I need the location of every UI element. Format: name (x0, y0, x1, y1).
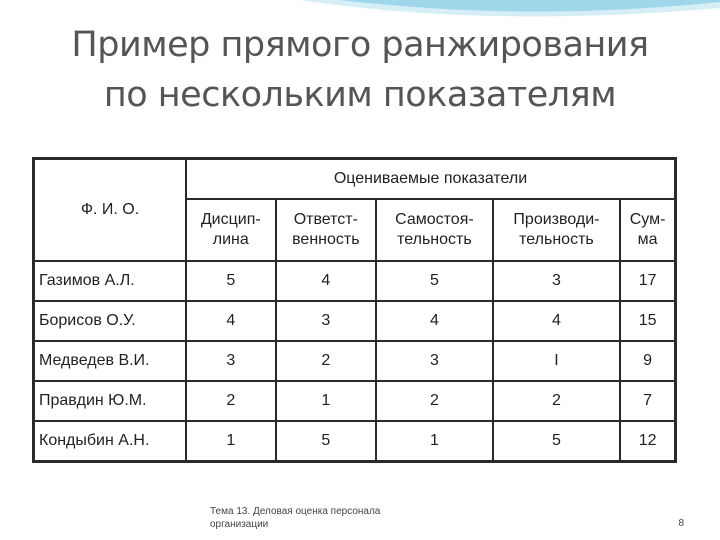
cell-sum: 9 (620, 341, 675, 381)
cell-value: 2 (186, 381, 276, 421)
column-header-independence: Самостоя- тельность (376, 199, 493, 261)
footer-topic-line-2: организации (210, 519, 269, 530)
row-name: Борисов О.У. (34, 301, 187, 341)
cell-value: 5 (376, 261, 493, 301)
footer-topic-line-1: Тема 13. Деловая оценка персонала (210, 506, 381, 517)
column-header-responsibility: Ответст- венность (276, 199, 377, 261)
cell-value: 4 (493, 301, 620, 341)
table-row (34, 381, 676, 421)
fio-header: Ф. И. О. (34, 159, 187, 262)
cell-value: 5 (276, 421, 377, 461)
cell-value: 4 (376, 301, 493, 341)
ranking-table-image (32, 157, 677, 462)
cell-value: 3 (376, 341, 493, 381)
cell-value: 4 (276, 261, 377, 301)
cell-value: 2 (276, 341, 377, 381)
cell-sum: 7 (620, 381, 675, 421)
cell-value: 5 (493, 421, 620, 461)
cell-value: 2 (493, 381, 620, 421)
slide-title-line-2: по нескольким показателям (103, 75, 617, 115)
row-name: Медведев В.И. (34, 341, 187, 381)
column-header-discipline: Дисцип- лина (186, 199, 276, 261)
table-header-row (34, 159, 676, 200)
row-name: Правдин Ю.М. (34, 381, 187, 421)
table-row (34, 301, 676, 341)
cell-value: 4 (186, 301, 276, 341)
cell-value: 1 (376, 421, 493, 461)
column-header-productivity: Производи- тельность (493, 199, 620, 261)
table-row (34, 341, 676, 381)
cell-sum: 15 (620, 301, 675, 341)
page-number: 8 (678, 518, 684, 529)
slide-title-line-1: Пример прямого ранжирования (71, 25, 649, 65)
cell-value: 1 (276, 381, 377, 421)
indicators-group-header: Оцениваемые показатели (186, 159, 676, 200)
cell-sum: 17 (620, 261, 675, 301)
row-name: Газимов А.Л. (34, 261, 187, 301)
ranking-table (32, 157, 677, 463)
table-row (34, 261, 676, 301)
column-header-sum: Сум- ма (620, 199, 675, 261)
cell-value: 2 (376, 381, 493, 421)
row-name: Кондыбин А.Н. (34, 421, 187, 461)
cell-value: 5 (186, 261, 276, 301)
cell-sum: 12 (620, 421, 675, 461)
footer-topic (210, 505, 430, 531)
slide-title (0, 20, 720, 120)
cell-value: 3 (493, 261, 620, 301)
table-row (34, 421, 676, 461)
cell-value: I (493, 341, 620, 381)
cell-value: 1 (186, 421, 276, 461)
cell-value: 3 (276, 301, 377, 341)
cell-value: 3 (186, 341, 276, 381)
